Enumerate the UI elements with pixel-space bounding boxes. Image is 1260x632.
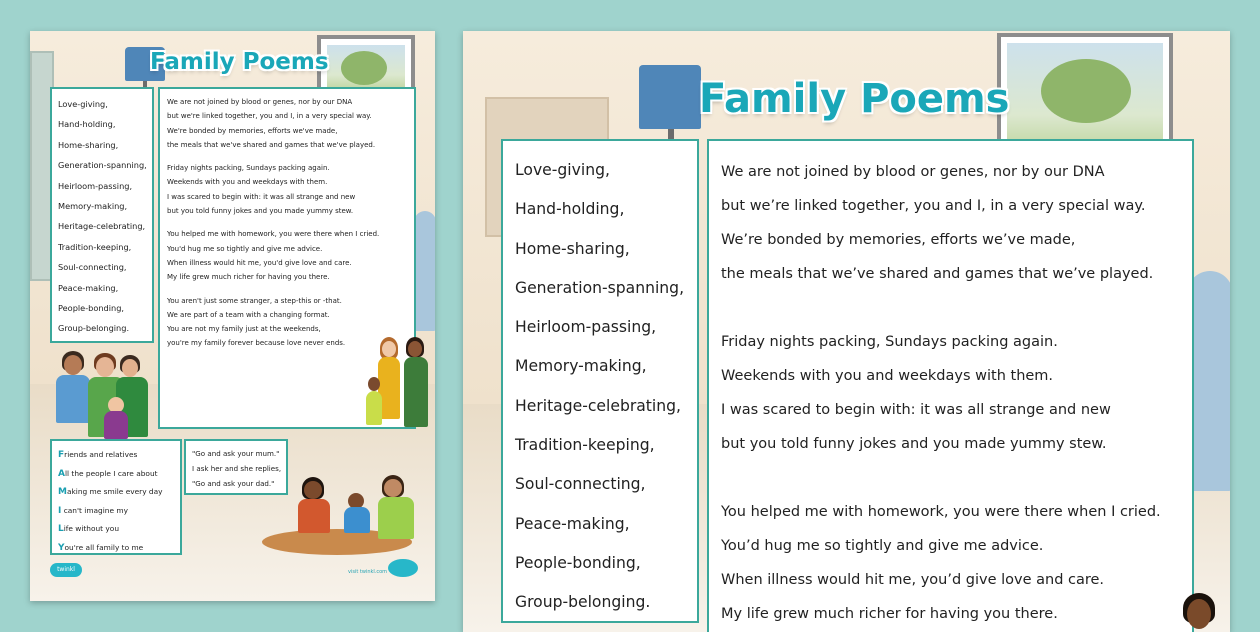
large-page-preview (463, 31, 1230, 632)
quote-line: I ask her and she replies, (192, 464, 282, 473)
poem-line: We are not joined by blood or genes, nor by our DNA (167, 98, 353, 106)
acrostic-line: All the people I care about (58, 468, 158, 479)
adjective-list (50, 87, 154, 343)
list-item: Soul-connecting, (515, 475, 646, 494)
poem-line: You are not my family just at the weekends, (167, 325, 321, 334)
footer-url: visit twinkl.com (348, 569, 388, 575)
acrostic-line: I can't imagine my (58, 505, 128, 516)
list-item: Home-sharing, (58, 139, 119, 150)
poem-line: I was scared to begin with: it was all strange and new (167, 192, 356, 201)
poem-line: You aren't just some stranger, a step-this or -that. (167, 296, 342, 305)
list-item: Hand-holding, (58, 119, 116, 130)
poem-line: You’d hug me so tightly and give me advice. (721, 538, 1044, 554)
poem-line: Friday nights packing, Sundays packing again. (167, 164, 330, 173)
list-item: Memory-making, (515, 357, 647, 376)
family-illustration (46, 349, 156, 439)
poem-line: Weekends with you and weekdays with them. (721, 368, 1054, 384)
poem-line: You helped me with homework, you were there when I cried. (721, 504, 1161, 520)
poem-line: but you told funny jokes and you made yummy stew. (167, 207, 354, 216)
poem-line: the meals that we’ve shared and games that we’ve played. (721, 266, 1154, 282)
list-item: Heirloom-passing, (515, 318, 657, 337)
list-item: Peace-making, (515, 514, 630, 533)
small-page-preview (30, 31, 435, 601)
poem-line: We’re bonded by memories, efforts we’ve made, (721, 232, 1076, 248)
quote-line: "Go and ask your mum." (192, 449, 280, 458)
poem-line: but you told funny jokes and you made yummy stew. (721, 436, 1107, 452)
list-item: Generation-spanning, (58, 160, 147, 171)
family-table-illustration (262, 471, 432, 565)
list-item: Love-giving, (515, 161, 610, 179)
acrostic-line: Friends and relatives (58, 450, 138, 460)
poem-line: Friday nights packing, Sundays packing again. (721, 334, 1058, 350)
poem-line: but we're linked together, you and I, in a very special way. (167, 112, 372, 121)
adjective-list (501, 139, 699, 623)
list-item: Hand-holding, (515, 200, 625, 219)
person-illustration (1179, 593, 1229, 632)
badge-icon (388, 559, 418, 577)
poem-line: We're bonded by memories, efforts we've made, (167, 126, 338, 135)
family-illustration (376, 337, 434, 437)
list-item: Generation-spanning, (515, 278, 685, 297)
list-item: Group-belonging. (58, 323, 130, 334)
poem-line: Weekends with you and weekdays with them. (167, 178, 328, 187)
acrostic-line: Making me smile every day (58, 487, 163, 498)
list-item: People-bonding, (58, 303, 125, 314)
poem-line: My life grew much richer for having you there. (167, 273, 330, 282)
poem-line: When illness would hit me, you'd give love and care. (167, 258, 352, 267)
poem-box (707, 139, 1194, 632)
list-item: Memory-making, (58, 201, 128, 212)
list-item: Tradition-keeping, (515, 436, 655, 455)
twinkl-logo: twinkl (50, 563, 82, 577)
page-title: Family Poems (150, 49, 329, 75)
list-item: Love-giving, (58, 99, 108, 109)
list-item: People-bonding, (515, 553, 641, 572)
acrostic-line: You're all family to me (58, 542, 144, 553)
poem-line: We are part of a team with a changing format. (167, 310, 330, 319)
poem-line: but we’re linked together, you and I, in a very special way. (721, 198, 1146, 214)
poem-line: My life grew much richer for having you there. (721, 606, 1058, 622)
list-item: Soul-connecting, (58, 262, 127, 273)
quote-line: "Go and ask your dad." (192, 479, 275, 488)
poem-line: We are not joined by blood or genes, nor by our DNA (721, 164, 1105, 180)
list-item: Tradition-keeping, (58, 241, 132, 252)
chair (414, 211, 435, 331)
poem-line: You'd hug me so tightly and give me advice. (167, 244, 323, 253)
poem-line: I was scared to begin with: it was all strange and new (721, 402, 1111, 418)
acrostic-line: Life without you (58, 524, 120, 535)
list-item: Heritage-celebrating, (515, 396, 681, 415)
acrostic-poem (50, 439, 182, 555)
poem-line: you're my family forever because love never ends. (167, 339, 346, 348)
poem-line: When illness would hit me, you’d give love and care. (721, 572, 1105, 588)
list-item: Heritage-celebrating, (58, 221, 146, 232)
list-item: Home-sharing, (515, 239, 630, 258)
list-item: Heirloom-passing, (58, 180, 133, 191)
list-item: Group-belonging. (515, 593, 651, 612)
poem-line: the meals that we've shared and games that we've played. (167, 140, 376, 149)
poem-line: You helped me with homework, you were there when I cried. (167, 230, 380, 239)
page-title: Family Poems (699, 76, 1010, 122)
list-item: Peace-making, (58, 282, 119, 293)
lamp-icon (639, 65, 701, 129)
